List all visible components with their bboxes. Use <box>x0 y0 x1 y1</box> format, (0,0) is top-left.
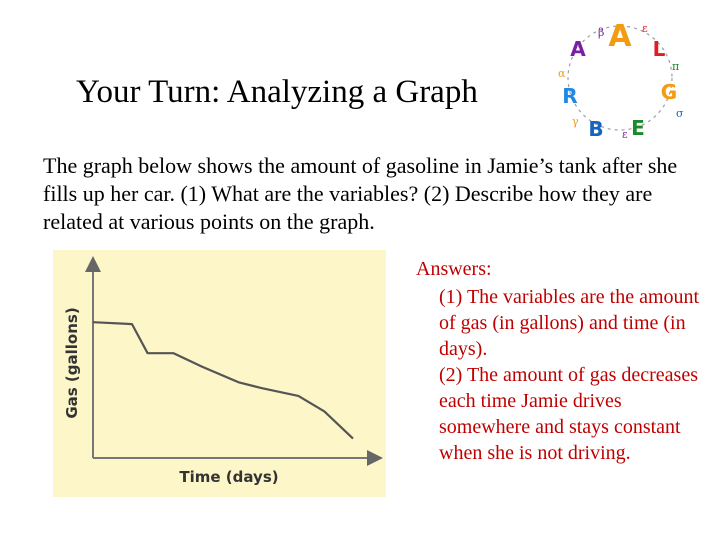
intro-text: The graph below shows the amount of gasoline in Jamie’s tank after she fills up her car. (1) What are the variables? (2) Describe how they are related at various points on the graph. <box>43 153 678 234</box>
svg-text:A: A <box>608 19 632 54</box>
svg-text:L: L <box>652 37 666 61</box>
svg-text:ε: ε <box>622 128 628 141</box>
svg-text:A: A <box>570 37 586 61</box>
svg-text:ε: ε <box>642 22 648 35</box>
answer-1: (1) The variables are the amount of gas (in gallons) and time (in days). <box>439 286 700 360</box>
gas-over-time-chart <box>53 250 386 497</box>
svg-text:G: G <box>660 80 678 104</box>
algebra-cycle-logo-image <box>546 10 696 145</box>
answers-panel <box>416 256 716 466</box>
answer-2: (2) The amount of gas decreases each time Jamie drives somewhere and stays constant when she is not driving. <box>439 364 698 464</box>
y-axis-label: Gas (gallons) <box>63 307 81 419</box>
answers-body <box>416 284 716 466</box>
algebra-logo <box>546 10 696 145</box>
svg-text:π: π <box>672 60 680 73</box>
svg-text:σ: σ <box>676 107 684 120</box>
svg-text:E: E <box>631 116 645 140</box>
svg-text:α: α <box>558 67 566 80</box>
svg-text:γ: γ <box>572 115 579 128</box>
answers-heading: Answers: <box>416 258 492 280</box>
svg-text:β: β <box>598 26 605 39</box>
x-axis-label: Time (days) <box>179 468 279 486</box>
svg-text:R: R <box>562 84 578 108</box>
graph-panel <box>53 250 386 497</box>
svg-text:B: B <box>588 117 604 141</box>
slide-title: Your Turn: Analyzing a Graph <box>76 74 478 110</box>
gas-level-line-0 <box>93 322 353 438</box>
